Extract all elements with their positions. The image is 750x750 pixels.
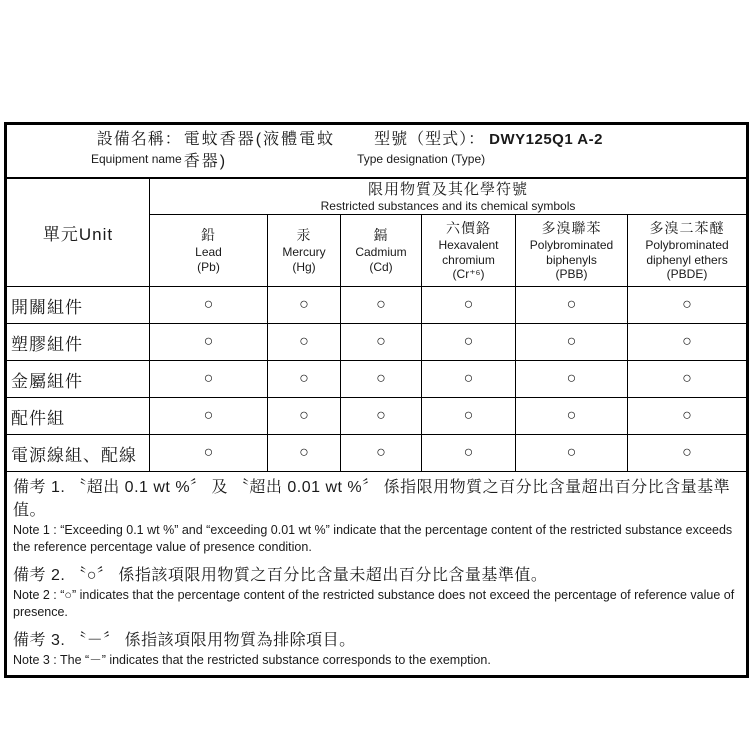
rohs-declaration-table [4, 122, 749, 678]
column-cadmium-symbol: (Cd) [369, 259, 393, 274]
column-pbb-symbol: (PBB) [555, 267, 588, 282]
equipment-name-value-line2: 香器) [183, 153, 228, 170]
column-header-hexavalent-chromium [422, 215, 516, 287]
row-label: 電源線組、配線 [6, 435, 150, 472]
compliance-mark: ○ [150, 324, 268, 361]
column-cadmium-en: Cadmium [355, 245, 407, 260]
column-mercury-zh: 汞 [296, 227, 312, 244]
note-3-zh: 備考 3. 〝－〞 係指該項限用物質為排除項目。 [13, 632, 356, 649]
column-chromium-symbol: (Cr⁺⁶) [452, 267, 485, 282]
compliance-mark: ○ [341, 435, 422, 472]
note-2-zh: 備考 2. 〝○〞 係指該項限用物質之百分比含量未超出百分比含量基準值。 [13, 567, 548, 584]
column-header-pbb [516, 215, 628, 287]
note-1-zh: 備考 1. 〝超出 0.1 wt %〞 及 〝超出 0.01 wt %〞 係指限用物質之百分比含量超出百分比含量基準值。 [13, 479, 731, 519]
compliance-mark: ○ [422, 398, 516, 435]
restricted-substances-header [150, 178, 748, 215]
compliance-mark: ○ [268, 287, 341, 324]
restricted-substances-header-en: Restricted substances and its chemical symbols [320, 198, 576, 213]
column-mercury-symbol: (Hg) [292, 259, 316, 274]
column-lead-zh: 鉛 [201, 227, 216, 244]
row-label: 塑膠組件 [6, 324, 150, 361]
note-3-en: Note 3 : The “－” indicates that the restricted substance corresponds to the exemption. [13, 653, 491, 667]
unit-column-header: 單元Unit [6, 178, 150, 287]
column-pbb-en: Polybrominated biphenyls [529, 238, 614, 267]
compliance-mark: ○ [628, 435, 748, 472]
header-row [6, 124, 748, 179]
column-lead-en: Lead [195, 245, 222, 260]
restricted-header-row [6, 178, 748, 215]
compliance-mark: ○ [628, 287, 748, 324]
table-row-plastic-assembly [6, 324, 748, 361]
column-header-mercury [268, 215, 341, 287]
note-2-en: Note 2 : “○” indicates that the percentage content of the restricted substance does not exceed the percentage of reference value of presence. [13, 588, 735, 619]
compliance-mark: ○ [341, 398, 422, 435]
notes-cell [6, 472, 748, 677]
column-pbde-symbol: (PBDE) [666, 267, 708, 282]
table-row-power-cord-wiring [6, 435, 748, 472]
column-mercury-en: Mercury [282, 245, 326, 260]
column-pbde-en: Polybrominated diphenyl ethers [645, 238, 729, 267]
equipment-name-field [91, 129, 335, 173]
column-header-pbde [628, 215, 748, 287]
notes-row [6, 472, 748, 677]
equipment-name-value [184, 129, 335, 173]
row-label: 配件組 [6, 398, 150, 435]
compliance-mark: ○ [516, 361, 628, 398]
compliance-mark: ○ [516, 435, 628, 472]
table-row-switch-assembly [6, 287, 748, 324]
note-1-en: Note 1 : “Exceeding 0.1 wt %” and “exceeding 0.01 wt %” indicate that the percentage content of the restricted substance exceeds the reference percentage value of presence condition. [13, 523, 733, 554]
type-designation-label-zh: 型號（型式）： [374, 131, 486, 148]
compliance-mark: ○ [628, 398, 748, 435]
column-chromium-zh: 六價鉻 [446, 220, 491, 237]
equipment-name-label-en: Equipment name [91, 152, 182, 166]
compliance-mark: ○ [341, 324, 422, 361]
column-header-lead [150, 215, 268, 287]
compliance-mark: ○ [268, 435, 341, 472]
compliance-mark: ○ [516, 398, 628, 435]
table-row-metal-assembly [6, 361, 748, 398]
compliance-mark: ○ [150, 435, 268, 472]
compliance-mark: ○ [341, 287, 422, 324]
column-pbb-zh: 多溴聯苯 [541, 220, 602, 237]
header-cell [6, 124, 748, 179]
table-row-accessory-set [6, 398, 748, 435]
note-3 [13, 629, 740, 669]
compliance-mark: ○ [422, 324, 516, 361]
compliance-mark: ○ [150, 287, 268, 324]
type-designation-label-en: Type designation (Type) [357, 152, 486, 166]
compliance-mark: ○ [150, 398, 268, 435]
compliance-mark: ○ [341, 361, 422, 398]
compliance-mark: ○ [268, 324, 341, 361]
column-lead-symbol: (Pb) [197, 259, 220, 274]
type-designation-value: DWY125Q1 A-2 [489, 131, 603, 148]
row-label: 金屬組件 [6, 361, 150, 398]
column-cadmium-zh: 鎘 [373, 227, 389, 244]
compliance-mark: ○ [150, 361, 268, 398]
note-1 [13, 476, 740, 556]
compliance-mark: ○ [516, 324, 628, 361]
compliance-mark: ○ [268, 361, 341, 398]
restricted-substances-header-zh: 限用物質及其化學符號 [368, 180, 529, 198]
row-label: 開關組件 [6, 287, 150, 324]
compliance-mark: ○ [422, 361, 516, 398]
compliance-mark: ○ [268, 398, 341, 435]
equipment-name-label-zh: 設備名稱： [96, 131, 182, 148]
column-pbde-zh: 多溴二苯醚 [649, 220, 725, 237]
note-2 [13, 564, 740, 621]
type-designation-field [357, 129, 603, 168]
compliance-mark: ○ [628, 324, 748, 361]
compliance-mark: ○ [628, 361, 748, 398]
column-chromium-en: Hexavalent chromium [438, 238, 499, 267]
compliance-mark: ○ [422, 287, 516, 324]
equipment-name-value-line1: 電蚊香器(液體電蚊 [183, 131, 336, 148]
column-header-cadmium [341, 215, 422, 287]
compliance-mark: ○ [516, 287, 628, 324]
compliance-mark: ○ [422, 435, 516, 472]
